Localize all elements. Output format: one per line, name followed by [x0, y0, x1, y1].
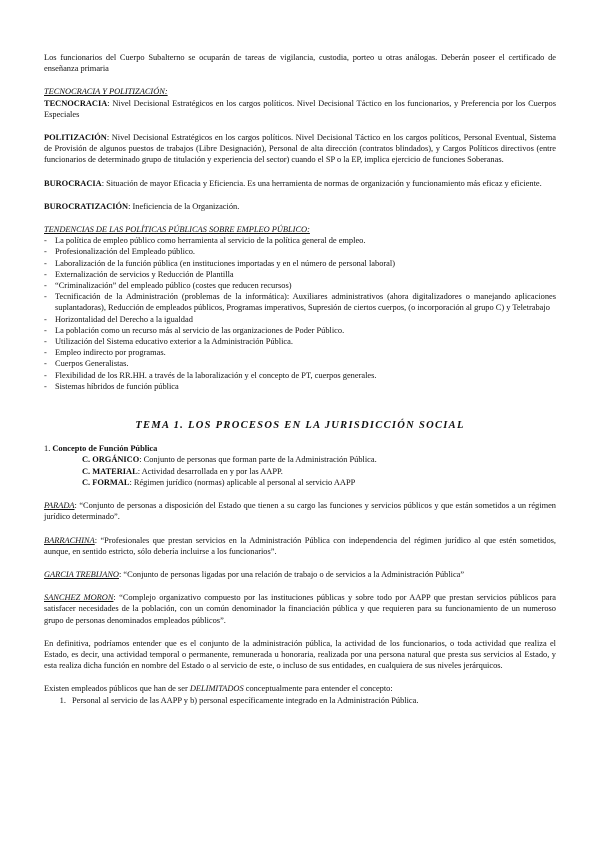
list-item: - Sistemas híbridos de función pública	[44, 381, 556, 392]
garcia-quote: GARCIA TREBIJANO: “Conjunto de personas ligadas por una relación de trabajo o de servicios a la Administración Pública”	[44, 569, 465, 579]
delimitados-emphasis: DELIMITADOS	[189, 684, 244, 694]
c-formal-line: C. FORMAL: Régimen jurídico (normas) aplicable al personal al servicio AAPP	[82, 477, 356, 487]
burocracia-term: BUROCRACIA	[44, 178, 102, 188]
intro-paragraph: Los funcionarios del Cuerpo Subalterno se ocuparán de tareas de vigilancia, custodia, porteo u otras análogas. Deberán poseer el certificado de enseñanza primaria	[44, 53, 556, 74]
burocracia-paragraph	[44, 178, 556, 189]
barrachina-quote: BARRACHINA: “Profesionales que prestan servicios en la Administración Pública con independencia del régimen jurídico al que estén sometidos, aunque, en sentido estricto, sólo debería incluirse a los funcionarios”.	[44, 535, 556, 556]
list-item: 1. Personal al servicio de las AAPP y b) personal específicamente integrado en la Administración Pública.	[68, 695, 556, 706]
author-name: BARRACHINA	[44, 535, 95, 545]
politizacion-paragraph	[44, 132, 556, 166]
list-item: - Flexibilidad de los RR.HH. a través de la laboralización y el concepto de PT, cuerpos generales.	[44, 370, 556, 381]
c-material-line: C. MATERIAL: Actividad desarrollada en y por las AAPP.	[82, 466, 283, 476]
list-item: - Utilización del Sistema educativo exterior a la Administración Pública.	[44, 336, 556, 347]
concepto-heading-text: Concepto de Función Pública	[52, 444, 158, 454]
politizacion-term: POLITIZACIÓN	[44, 133, 107, 143]
list-item: - Cuerpos Generalistas.	[44, 358, 556, 369]
c-material-term: C. MATERIAL	[82, 466, 138, 476]
list-item: - Horizontalidad del Derecho a la igualdad	[44, 314, 556, 325]
author-name: GARCIA TREBIJANO	[44, 569, 119, 579]
tecnocracia-paragraph	[44, 98, 556, 120]
tecnocracia-text: : Nivel Decisional Estratégicos en los cargos políticos. Nivel Decisional Táctico en los funcionarios, y Preferencia por los Cuerpos Especiales	[44, 98, 556, 119]
c-formal-term: C. FORMAL	[82, 477, 130, 487]
definitiva-paragraph: En definitiva, podríamos entender que es el conjunto de la administración pública, la actividad de los funcionarios, o toda actividad que realiza el Estado, es decir, una actividad temporal o permanente, remunerada u honoraria, realizada por una persona natural que presta sus servicios al Estado, y esta realiza dicha función en nombre del Estado o al servicio de este, o incluso de sus entidades, en cualquiera de sus niveles jerárquicos.	[44, 638, 556, 671]
list-item: - La política de empleo público como herramienta al servicio de la política general de empleo.	[44, 235, 556, 246]
burocratizacion-paragraph	[44, 201, 556, 212]
tecnocracia-term: TECNOCRACIA	[44, 98, 108, 108]
sanchez-quote: SANCHEZ MORON: “Complejo organizativo compuesto por las instituciones públicas y sobre todo por AAPP que prestan servicios públicos para satisfacer necesidades de la población, con un común denominador la financiación pública y que requieren para su funcionamiento de un numeroso grupo de personas denominados empleados públicos”.	[44, 593, 556, 625]
list-item: - Tecnificación de la Administración (problemas de la informática): Auxiliares administrativos (ahora digitalizadores o manejando aplicaciones suplantadoras), Reducción de empleados públicos, Programas imperativos, Supresión de ciertos cuerpos, (o incorporación al grupo C) y Teletrabajo	[44, 291, 556, 313]
c-organico-term: C. ORGÁNICO	[82, 455, 140, 465]
list-item: - Externalización de servicios y Reducción de Plantilla	[44, 269, 556, 280]
tema-title: TEMA 1. LOS PROCESOS EN LA JURISDICCIÓN SOCIAL	[135, 420, 465, 432]
tendencias-heading: TENDENCIAS DE LAS POLÍTICAS PÚBLICAS SOBRE EMPLEO PÚBLICO:	[44, 225, 310, 235]
burocratizacion-text: : Ineficiencia de la Organización.	[128, 201, 240, 211]
list-item: - Laboralización de la función pública (en instituciones importadas y en el número de personal laboral)	[44, 258, 556, 269]
document-page	[44, 52, 556, 706]
list-item: - “Criminalización” del empleado público (costes que reducen recursos)	[44, 280, 556, 291]
list-item: - Empleo indirecto por programas.	[44, 347, 556, 358]
burocracia-text: : Situación de mayor Eficacia y Eficiencia. Es una herramienta de normas de organización y funcionamiento más eficaz y eficiente.	[101, 178, 542, 188]
concepto-heading: 1. Concepto de Función Pública	[44, 444, 158, 454]
author-name: PARADA	[44, 501, 75, 511]
list-item: - Profesionalización del Empleado público.	[44, 246, 556, 257]
list-item: - La población como un recurso más al servicio de las organizaciones de Poder Público.	[44, 325, 556, 336]
burocratizacion-term: BUROCRATIZACIÓN	[44, 201, 129, 211]
c-organico-line: C. ORGÁNICO: Conjunto de personas que forman parte de la Administración Pública.	[82, 455, 377, 465]
author-name: SANCHEZ MORON	[44, 593, 114, 603]
politizacion-text: : Nivel Decisional Estratégicos en los cargos políticos. Nivel Decisional Táctico en los cargos políticos, Personal Eventual, Sistema de Provisión de algunos puestos de trabajos (Libre Designación), Personal de alta dirección (contratos blindados), y Cargos Políticos directivos (entre funcionarios de determinado grupo de titulación y experiencia del sector) cuando el SP o la EP, implica ejercicio de funciones Soberanas.	[44, 133, 556, 165]
delimitados-list	[44, 695, 556, 706]
tecnocracia-heading: TECNOCRACIA Y POLITIZACIÓN:	[44, 87, 168, 97]
existen-paragraph: Existen empleados públicos que han de ser DELIMITADOS conceptualmente para entender el concepto:	[44, 684, 393, 694]
tendencias-list	[44, 235, 556, 392]
parada-quote: PARADA: “Conjunto de personas a disposición del Estado que tienen a su cargo las funciones y servicios públicos y que están sometidos a un régimen jurídico determinado”.	[44, 501, 556, 522]
